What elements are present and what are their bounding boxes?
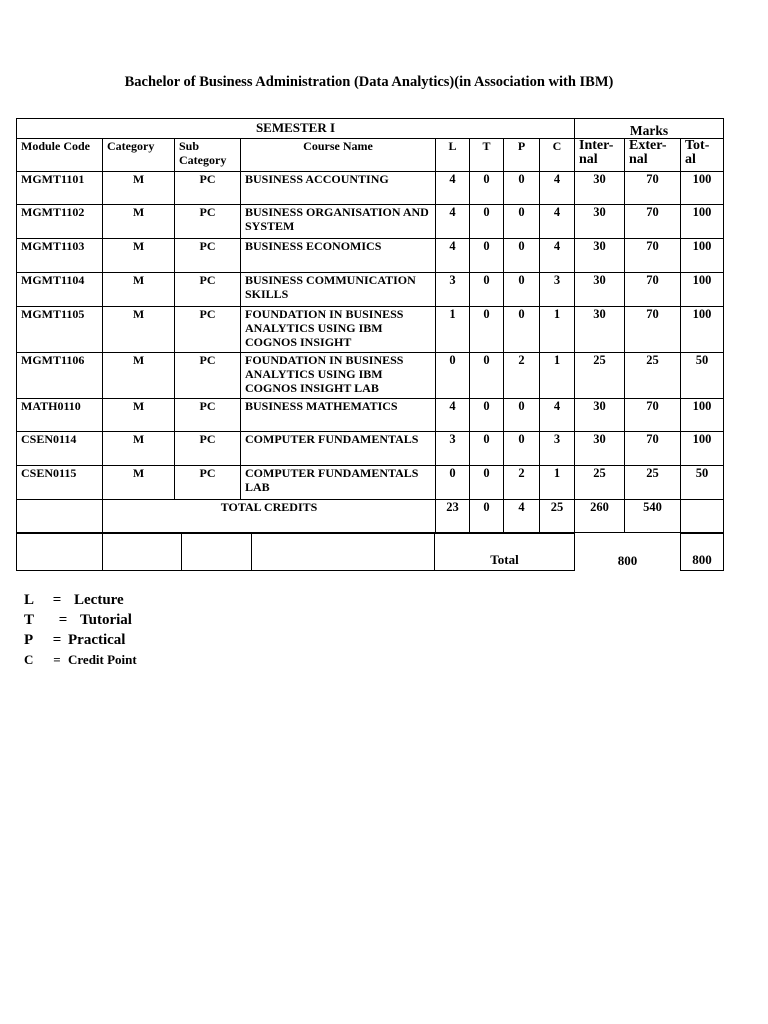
legend-key: L: [24, 592, 35, 608]
course-sub-category: PC: [175, 353, 241, 399]
table-row: [17, 172, 724, 205]
table-row: [17, 307, 724, 353]
course-code: CSEN0114: [17, 432, 103, 466]
course-l: 0: [436, 353, 470, 399]
course-category: M: [103, 239, 175, 273]
legend-eq: =: [58, 612, 68, 628]
course-c: 3: [540, 432, 575, 466]
total-p: 4: [504, 500, 540, 533]
course-sub-category: PC: [175, 307, 241, 353]
course-p: 0: [504, 205, 540, 239]
course-p: 0: [504, 273, 540, 307]
course-external: 70: [625, 399, 681, 432]
course-internal: 30: [575, 172, 625, 205]
course-internal: 30: [575, 239, 625, 273]
course-c: 4: [540, 399, 575, 432]
grand-total-label: Total: [435, 534, 575, 571]
header-p: P: [504, 139, 540, 172]
course-category: M: [103, 273, 175, 307]
course-t: 0: [470, 205, 504, 239]
legend-eq: =: [52, 632, 62, 648]
header-module-code: Module Code: [17, 139, 103, 172]
total-credits-row: [17, 500, 724, 533]
table-body: [17, 119, 724, 533]
grand-total-blank-4: [252, 534, 435, 571]
course-t: 0: [470, 307, 504, 353]
grand-total-blank-2: [103, 534, 182, 571]
curriculum-table: [16, 118, 724, 533]
table-row: [17, 205, 724, 239]
legend-eq: =: [53, 652, 61, 667]
course-l: 3: [436, 432, 470, 466]
course-l: 4: [436, 239, 470, 273]
grand-total-blank-1: [17, 534, 103, 571]
course-p: 0: [504, 432, 540, 466]
total-total: [681, 500, 724, 533]
course-l: 4: [436, 172, 470, 205]
total-external: 540: [625, 500, 681, 533]
course-name: BUSINESS MATHEMATICS: [241, 399, 436, 432]
document-title: Bachelor of Business Administration (Data Analytics)(in Association with IBM): [124, 74, 614, 90]
header-internal: Inter-nal: [575, 139, 625, 172]
course-internal: 25: [575, 353, 625, 399]
total-internal: 260: [575, 500, 625, 533]
course-p: 0: [504, 399, 540, 432]
course-name: BUSINESS ORGANISATION AND SYSTEM: [241, 205, 436, 239]
course-total: 100: [681, 239, 724, 273]
course-t: 0: [470, 172, 504, 205]
course-category: M: [103, 172, 175, 205]
column-header-row: [17, 139, 724, 172]
course-name: BUSINESS COMMUNICATION SKILLS: [241, 273, 436, 307]
semester-header-row: [17, 119, 724, 139]
legend-item: [24, 590, 137, 610]
course-t: 0: [470, 273, 504, 307]
course-name: COMPUTER FUNDAMENTALS: [241, 432, 436, 466]
table-row: [17, 273, 724, 307]
header-course-name: Course Name: [241, 139, 436, 172]
course-p: 2: [504, 353, 540, 399]
course-sub-category: PC: [175, 399, 241, 432]
course-sub-category: PC: [175, 432, 241, 466]
header-external: Exter-nal: [625, 139, 681, 172]
course-total: 100: [681, 432, 724, 466]
course-internal: 30: [575, 273, 625, 307]
course-code: MGMT1101: [17, 172, 103, 205]
legend-item: [24, 610, 137, 630]
grand-total-row: [17, 534, 724, 571]
table-row: [17, 432, 724, 466]
course-name: COMPUTER FUNDAMENTALS LAB: [241, 466, 436, 500]
course-p: 0: [504, 239, 540, 273]
table-row: [17, 466, 724, 500]
grand-total-table: [16, 533, 724, 571]
course-sub-category: PC: [175, 205, 241, 239]
course-t: 0: [470, 239, 504, 273]
course-category: M: [103, 353, 175, 399]
course-p: 2: [504, 466, 540, 500]
course-t: 0: [470, 399, 504, 432]
course-c: 1: [540, 353, 575, 399]
course-total: 100: [681, 273, 724, 307]
course-c: 3: [540, 273, 575, 307]
total-credits-blank: [17, 500, 103, 533]
grand-total-blank-3: [182, 534, 252, 571]
legend-value: Practical: [68, 632, 126, 648]
course-sub-category: PC: [175, 172, 241, 205]
course-category: M: [103, 466, 175, 500]
total-t: 0: [470, 500, 504, 533]
course-sub-category: PC: [175, 273, 241, 307]
course-external: 70: [625, 273, 681, 307]
course-total: 100: [681, 307, 724, 353]
header-sub-category: Sub Category: [175, 139, 241, 172]
course-external: 70: [625, 239, 681, 273]
header-total: Tot-al: [681, 139, 724, 172]
legend-eq: =: [52, 592, 62, 608]
course-category: M: [103, 399, 175, 432]
legend-value: Credit Point: [68, 652, 137, 667]
course-sub-category: PC: [175, 466, 241, 500]
legend-value: Lecture: [74, 592, 124, 608]
legend: [24, 590, 137, 670]
course-name: FOUNDATION IN BUSINESS ANALYTICS USING IBM COGNOS INSIGHT LAB: [241, 353, 436, 399]
course-external: 25: [625, 353, 681, 399]
table-row: [17, 399, 724, 432]
course-c: 4: [540, 239, 575, 273]
course-l: 4: [436, 205, 470, 239]
legend-item: [24, 630, 137, 650]
course-p: 0: [504, 307, 540, 353]
total-c: 25: [540, 500, 575, 533]
course-total: 100: [681, 172, 724, 205]
course-total: 50: [681, 353, 724, 399]
header-c: C: [540, 139, 575, 172]
total-credits-label: TOTAL CREDITS: [103, 500, 436, 533]
total-l: 23: [436, 500, 470, 533]
semester-title: SEMESTER I: [17, 119, 575, 139]
course-external: 70: [625, 172, 681, 205]
course-code: MGMT1106: [17, 353, 103, 399]
table-row: [17, 239, 724, 273]
course-internal: 30: [575, 432, 625, 466]
legend-key: T: [24, 612, 35, 628]
course-c: 1: [540, 466, 575, 500]
course-t: 0: [470, 432, 504, 466]
course-name: BUSINESS ACCOUNTING: [241, 172, 436, 205]
course-internal: 30: [575, 307, 625, 353]
course-l: 0: [436, 466, 470, 500]
course-code: MGMT1105: [17, 307, 103, 353]
header-l: L: [436, 139, 470, 172]
course-l: 4: [436, 399, 470, 432]
header-category: Category: [103, 139, 175, 172]
course-c: 1: [540, 307, 575, 353]
legend-item: [24, 650, 137, 670]
course-code: CSEN0115: [17, 466, 103, 500]
course-c: 4: [540, 205, 575, 239]
table-row: [17, 353, 724, 399]
course-total: 100: [681, 399, 724, 432]
header-t: T: [470, 139, 504, 172]
course-external: 25: [625, 466, 681, 500]
course-c: 4: [540, 172, 575, 205]
course-code: MGMT1102: [17, 205, 103, 239]
course-l: 3: [436, 273, 470, 307]
course-category: M: [103, 432, 175, 466]
course-internal: 30: [575, 205, 625, 239]
legend-key: P: [24, 632, 34, 648]
course-category: M: [103, 307, 175, 353]
course-external: 70: [625, 205, 681, 239]
course-code: MGMT1104: [17, 273, 103, 307]
grand-total-marks: 800: [575, 534, 681, 571]
course-l: 1: [436, 307, 470, 353]
course-total: 100: [681, 205, 724, 239]
course-t: 0: [470, 466, 504, 500]
course-internal: 25: [575, 466, 625, 500]
legend-key: C: [24, 652, 34, 667]
course-p: 0: [504, 172, 540, 205]
course-t: 0: [470, 353, 504, 399]
course-internal: 30: [575, 399, 625, 432]
course-sub-category: PC: [175, 239, 241, 273]
course-code: MGMT1103: [17, 239, 103, 273]
course-total: 50: [681, 466, 724, 500]
course-code: MATH0110: [17, 399, 103, 432]
grand-total-value: 800: [681, 534, 724, 571]
course-name: FOUNDATION IN BUSINESS ANALYTICS USING IBM COGNOS INSIGHT: [241, 307, 436, 353]
course-external: 70: [625, 432, 681, 466]
marks-header: Marks: [575, 119, 724, 139]
legend-value: Tutorial: [80, 612, 132, 628]
course-category: M: [103, 205, 175, 239]
course-name: BUSINESS ECONOMICS: [241, 239, 436, 273]
course-external: 70: [625, 307, 681, 353]
